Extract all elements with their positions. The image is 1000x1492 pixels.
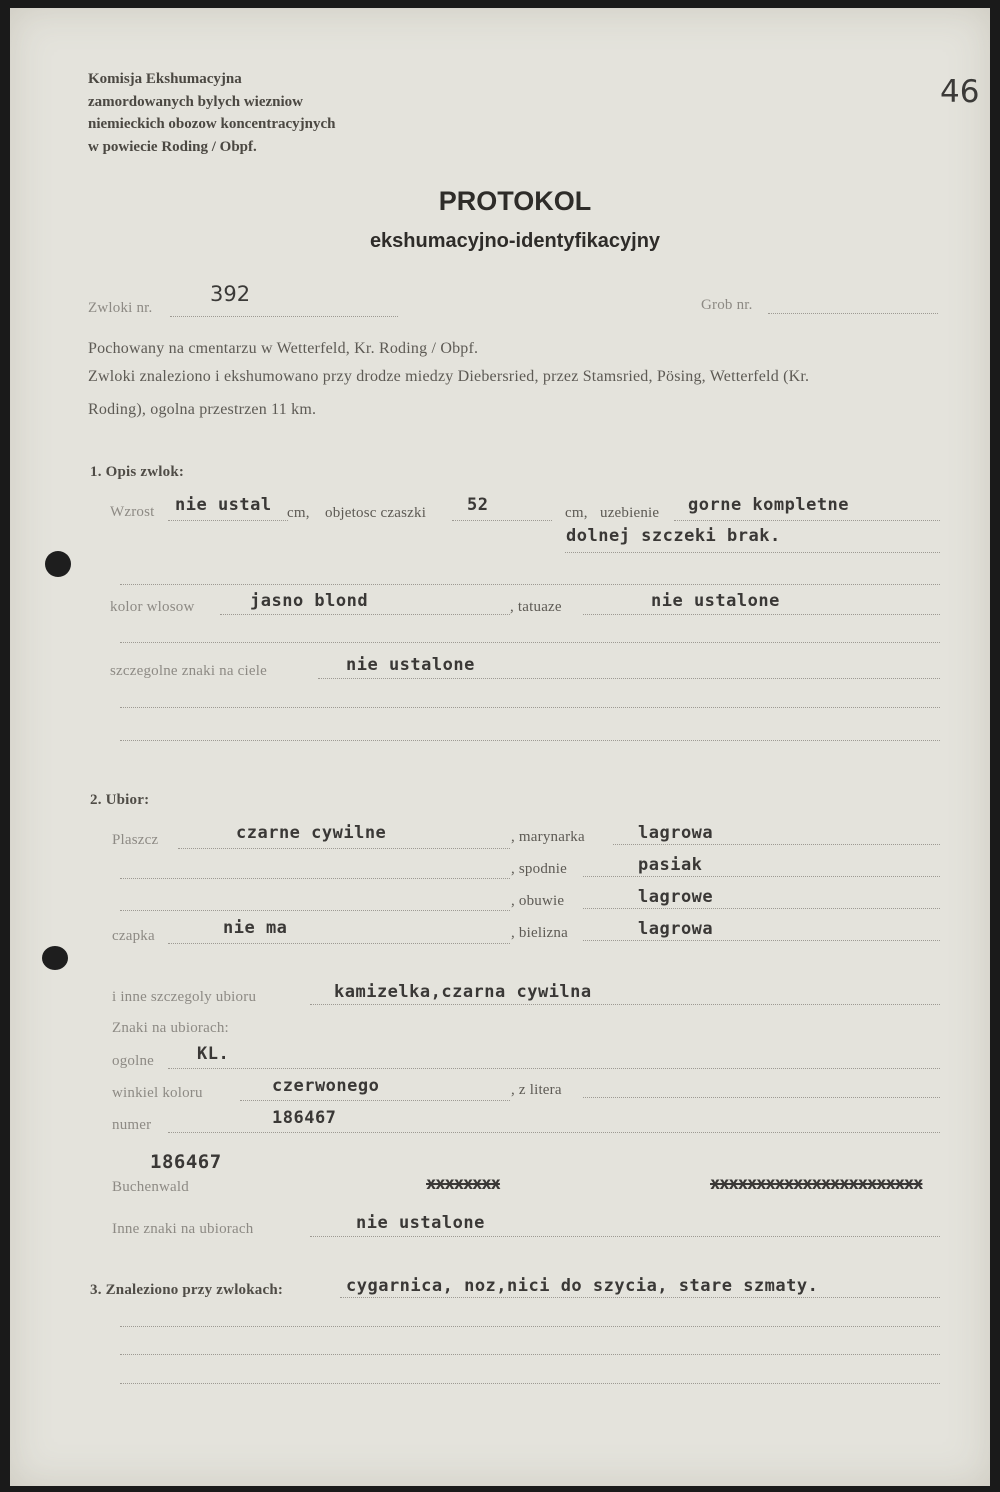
czaszka-value: 52 xyxy=(467,495,489,515)
numer-value: 186467 xyxy=(272,1108,337,1128)
winkiel-label: winkiel koloru xyxy=(112,1085,203,1101)
spodnie-line xyxy=(583,876,940,877)
bielizna-value: lagrowa xyxy=(638,919,714,939)
marynarka-line xyxy=(613,844,940,845)
numer-line xyxy=(168,1132,940,1133)
section3-blank-line-1 xyxy=(120,1326,940,1327)
org-line-3: niemieckich obozow koncentracyjnych xyxy=(88,116,336,132)
page-number: 46 xyxy=(940,74,980,110)
numer-label: numer xyxy=(112,1117,152,1133)
inne-szczegoly-label: i inne szczegoly ubioru xyxy=(112,989,257,1005)
inne-znaki-value: nie ustalone xyxy=(356,1213,485,1233)
winkiel-line xyxy=(240,1100,510,1101)
plaszcz-line-2 xyxy=(120,878,510,879)
punch-hole-top xyxy=(45,551,71,577)
spodnie-value: pasiak xyxy=(638,855,703,875)
buchenwald-label: Buchenwald xyxy=(112,1179,189,1195)
uzebienie-value-1: gorne kompletne xyxy=(688,495,850,515)
plaszcz-value: czarne cywilne xyxy=(236,823,387,843)
grob-line xyxy=(768,313,938,314)
marynarka-label: , marynarka xyxy=(511,829,585,845)
inne-szczegoly-line xyxy=(310,1004,940,1005)
uzebienie-label: uzebienie xyxy=(600,505,660,521)
grob-label: Grob nr. xyxy=(701,297,753,313)
wzrost-unit: cm, xyxy=(287,505,310,521)
wlosy-value: jasno blond xyxy=(250,591,369,611)
commission-header xyxy=(88,68,335,158)
section1-blank-line-4 xyxy=(120,740,940,741)
section1-blank-line-2 xyxy=(120,642,940,643)
plaszcz-line xyxy=(178,848,510,849)
section3-blank-line-2 xyxy=(120,1354,940,1355)
wzrost-value: nie ustal xyxy=(175,495,272,515)
znaki-line xyxy=(318,678,940,679)
inne-szczegoly-value: kamizelka,czarna cywilna xyxy=(334,982,592,1002)
org-line-1: Komisja Ekshumacyjna xyxy=(88,71,242,87)
document-title: PROTOKOL xyxy=(438,186,592,216)
buried-text: Pochowany na cmentarzu w Wetterfeld, Kr. Roding / Obpf. xyxy=(88,340,479,357)
struck-entry-1: xxxxxxxx xyxy=(426,1174,500,1194)
ogolne-value: KL. xyxy=(197,1044,230,1064)
section1-blank-line-1 xyxy=(120,584,940,585)
zwloki-label: Zwloki nr. xyxy=(88,300,153,316)
zwloki-number: 392 xyxy=(210,282,251,306)
czaszka-line xyxy=(452,520,552,521)
uzebienie-value-2: dolnej szczeki brak. xyxy=(566,526,781,546)
org-line-2: zamordowanych bylych wiezniow xyxy=(88,93,303,110)
marynarka-value: lagrowa xyxy=(638,823,714,843)
wlosy-label: kolor wlosow xyxy=(110,599,195,615)
znaki-ubiory-label: Znaki na ubiorach: xyxy=(112,1020,229,1036)
section3-blank-line-3 xyxy=(120,1383,940,1384)
org-line-4: w powiecie Roding / Obpf. xyxy=(88,138,257,155)
section1-blank-line-3 xyxy=(120,707,940,708)
tatuaze-line xyxy=(583,614,940,615)
tatuaze-value: nie ustalone xyxy=(651,591,780,611)
czapka-line xyxy=(168,943,510,944)
inne-znaki-line xyxy=(310,1236,940,1237)
czaszka-label: objetosc czaszki xyxy=(325,505,427,521)
found-text-1: Zwloki znaleziono i ekshumowano przy drodze miedzy Diebersried, przez Stamsried, Pösing, Wetterfeld (Kr. xyxy=(88,368,810,385)
ogolne-label: ogolne xyxy=(112,1053,155,1069)
ogolne-line xyxy=(168,1068,940,1069)
zwloki-line xyxy=(170,316,398,317)
wzrost-line xyxy=(168,520,288,521)
struck-entry-2: xxxxxxxxxxxxxxxxxxxxxxx xyxy=(710,1174,923,1194)
document-subtitle: ekshumacyjno-identyfikacyjny xyxy=(369,230,661,252)
plaszcz-label: Plaszcz xyxy=(112,832,159,848)
czapka-value: nie ma xyxy=(223,918,288,938)
bielizna-line xyxy=(583,940,940,941)
obuwie-value: lagrowe xyxy=(638,887,714,907)
winkiel-value: czerwonego xyxy=(272,1076,380,1096)
section3-value: cygarnica, noz,nici do szycia, stare szmaty. xyxy=(346,1276,819,1296)
found-text-2: Roding), ogolna przestrzen 11 km. xyxy=(88,401,317,418)
litera-label: , z litera xyxy=(511,1082,562,1098)
numer-value-2: 186467 xyxy=(150,1151,222,1173)
wzrost-label: Wzrost xyxy=(110,504,155,520)
znaki-value: nie ustalone xyxy=(346,655,475,675)
plaszcz-line-3 xyxy=(120,910,510,911)
spodnie-label: , spodnie xyxy=(511,861,567,877)
wlosy-line xyxy=(220,614,510,615)
protocol-sheet xyxy=(10,8,990,1486)
bielizna-label: , bielizna xyxy=(511,925,568,941)
uzebienie-line-2 xyxy=(565,552,940,553)
section3-line xyxy=(340,1297,940,1298)
punch-hole-bottom xyxy=(42,946,68,970)
obuwie-label: , obuwie xyxy=(511,893,565,909)
znaki-label: szczegolne znaki na ciele xyxy=(110,663,267,679)
czaszka-unit: cm, xyxy=(565,505,588,521)
inne-znaki-label: Inne znaki na ubiorach xyxy=(112,1221,254,1237)
obuwie-line xyxy=(583,908,940,909)
section2-heading: 2. Ubior: xyxy=(90,792,150,808)
uzebienie-line xyxy=(674,520,940,521)
tatuaze-label: , tatuaze xyxy=(510,599,562,615)
section3-heading: 3. Znaleziono przy zwlokach: xyxy=(90,1282,284,1298)
litera-line xyxy=(583,1097,940,1098)
czapka-label: czapka xyxy=(112,928,155,944)
section1-heading: 1. Opis zwlok: xyxy=(90,464,185,480)
